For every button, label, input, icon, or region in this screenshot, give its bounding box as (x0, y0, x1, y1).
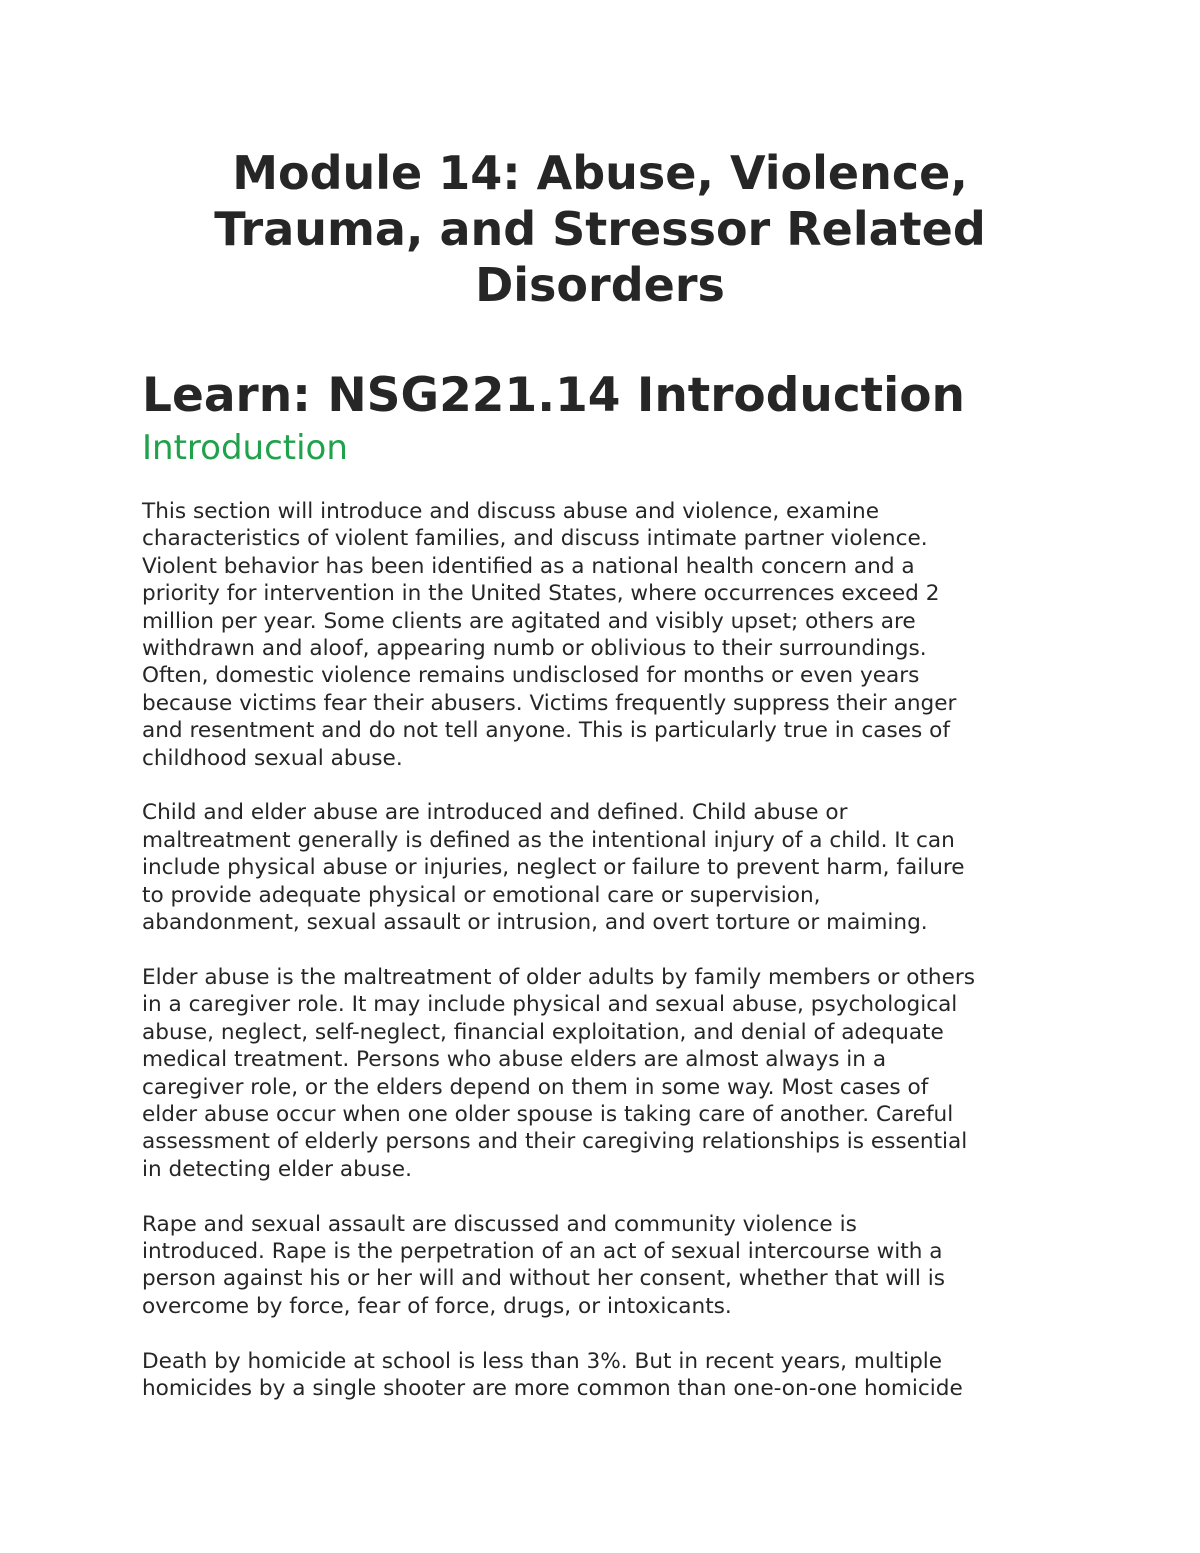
text-line: priority for intervention in the United States, where occurrences exceed 2 (142, 581, 940, 607)
text-line: Often, domestic violence remains undisclosed for months or even years (142, 663, 920, 689)
text-line: childhood sexual abuse. (142, 745, 403, 771)
text-line: person against his or her will and without her consent, whether that will is (142, 1266, 946, 1292)
text-line: million per year. Some clients are agitated and visibly upset; others are (142, 608, 916, 634)
text-line: assessment of elderly persons and their caregiving relationships is essential (142, 1129, 968, 1155)
text-line: characteristics of violent families, and discuss intimate partner violence. (142, 526, 928, 552)
module-title-line: Module 14: Abuse, Violence, (232, 146, 968, 200)
text-line: abuse, neglect, self-neglect, financial exploitation, and denial of adequate (142, 1019, 944, 1045)
paragraph-elder-abuse (142, 964, 1062, 1183)
text-line: homicides by a single shooter are more common than one-on-one homicide (142, 1375, 963, 1401)
module-title-line: Disorders (475, 258, 725, 312)
paragraph-school-homicide (142, 1348, 1062, 1403)
text-line: because victims fear their abusers. Victims frequently suppress their anger (142, 690, 957, 716)
text-line: This section will introduce and discuss abuse and violence, examine (142, 499, 879, 524)
text-line: elder abuse occur when one older spouse is taking care of another. Careful (142, 1101, 954, 1127)
text-line: and resentment and do not tell anyone. This is particularly true in cases of (142, 718, 950, 744)
text-line: withdrawn and aloof, appearing numb or oblivious to their surroundings. (142, 636, 927, 662)
paragraph-rape-sexual-assault (142, 1211, 1062, 1321)
learn-heading: Learn: NSG221.14 Introduction (142, 368, 966, 423)
text-line: Elder abuse is the maltreatment of older adults by family members or others (142, 964, 976, 990)
module-title-line: Trauma, and Stressor Related (214, 202, 986, 256)
text-line: abandonment, sexual assault or intrusion, and overt torture or maiming. (142, 910, 928, 936)
text-line: maltreatment generally is defined as the intentional injury of a child. It can (142, 827, 955, 853)
text-line: Violent behavior has been identified as a national health concern and a (142, 553, 915, 579)
section-heading: Introduction (142, 428, 348, 468)
paragraph-introduction (142, 498, 1062, 772)
text-line: introduced. Rape is the perpetration of an act of sexual intercourse with a (142, 1238, 943, 1264)
text-line: overcome by force, fear of force, drugs, or intoxicants. (142, 1293, 732, 1319)
module-title (150, 145, 1050, 313)
paragraph-child-abuse (142, 799, 1062, 936)
text-line: in detecting elder abuse. (142, 1156, 412, 1182)
text-line: to provide adequate physical or emotional care or supervision, (142, 882, 821, 908)
body-text (142, 498, 1062, 1430)
text-line: caregiver role, or the elders depend on them in some way. Most cases of (142, 1074, 929, 1100)
text-line: Rape and sexual assault are discussed and community violence is (142, 1211, 857, 1237)
text-line: medical treatment. Persons who abuse elders are almost always in a (142, 1047, 887, 1073)
text-line: include physical abuse or injuries, neglect or failure to prevent harm, failure (142, 855, 965, 881)
text-line: in a caregiver role. It may include physical and sexual abuse, psychological (142, 992, 958, 1018)
text-line: Child and elder abuse are introduced and defined. Child abuse or (142, 800, 848, 826)
text-line: Death by homicide at school is less than 3%. But in recent years, multiple (142, 1348, 943, 1374)
